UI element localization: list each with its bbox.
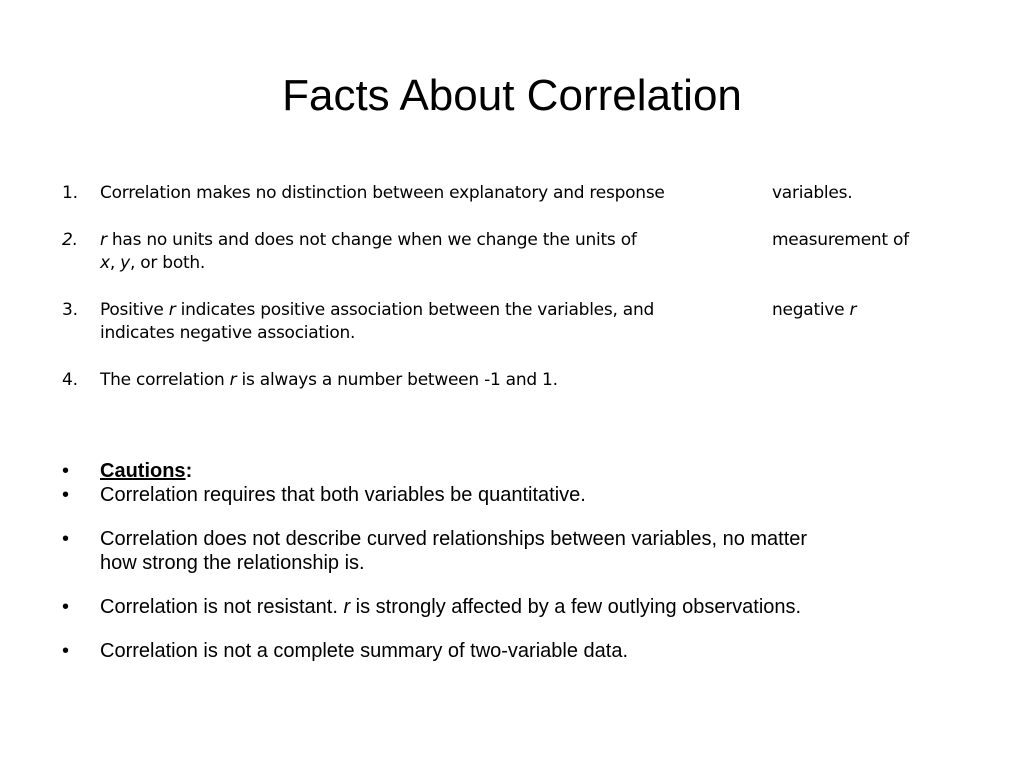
- fact-item-2: [62, 229, 972, 275]
- fact-text-tail: negative r: [772, 300, 857, 320]
- fact-number: 3.: [62, 300, 78, 320]
- variable-r: r: [100, 230, 107, 250]
- facts-list: [62, 182, 972, 416]
- caution-text: Correlation does not describe curved relationships between variables, no matter: [100, 528, 808, 550]
- variable-r: r: [229, 370, 237, 390]
- fact-text: Positive r indicates positive association between the variables, and: [100, 300, 655, 320]
- fact-text: The correlation r is always a number between -1 and 1.: [100, 370, 558, 390]
- variable-x: x: [100, 253, 110, 273]
- caution-text: Correlation requires that both variables be quantitative.: [100, 484, 586, 506]
- variable-y: y: [120, 253, 130, 273]
- cautions-heading: Cautions:: [100, 460, 193, 482]
- variable-r: r: [849, 300, 857, 320]
- variable-r: r: [168, 300, 176, 320]
- bullet-icon: •: [62, 528, 70, 550]
- fact-item-4: [62, 369, 972, 392]
- fact-number: 4.: [62, 370, 78, 390]
- fact-text-continued: x, y, or both.: [100, 253, 206, 273]
- cautions-list: [62, 459, 972, 663]
- caution-item-4: [62, 639, 972, 663]
- caution-text: Correlation is not resistant. r is strongly affected by a few outlying observations.: [100, 596, 802, 618]
- caution-text: Correlation is not a complete summary of two-variable data.: [100, 640, 629, 662]
- variable-r: r: [343, 596, 351, 618]
- bullet-icon: •: [62, 596, 70, 618]
- fact-number: 1.: [62, 183, 78, 203]
- bullet-icon: •: [62, 460, 70, 482]
- fact-item-1: [62, 182, 972, 205]
- caution-item-2: [62, 527, 972, 575]
- cautions-heading-item: [62, 459, 972, 483]
- caution-item-1: [62, 483, 972, 507]
- fact-item-3: [62, 299, 972, 345]
- caution-item-3: [62, 595, 972, 619]
- caution-text-continued: how strong the relationship is.: [100, 552, 365, 574]
- fact-number: 2.: [62, 230, 78, 250]
- fact-text-continued: indicates negative association.: [100, 323, 356, 343]
- fact-text-tail: variables.: [772, 183, 853, 203]
- slide-title: Facts About Correlation: [282, 71, 742, 120]
- fact-text-tail: measurement of: [772, 230, 909, 250]
- bullet-icon: •: [62, 640, 70, 662]
- fact-text: Correlation makes no distinction between explanatory and response: [100, 183, 665, 203]
- fact-text: r has no units and does not change when we change the units of: [100, 230, 637, 250]
- bullet-icon: •: [62, 484, 70, 506]
